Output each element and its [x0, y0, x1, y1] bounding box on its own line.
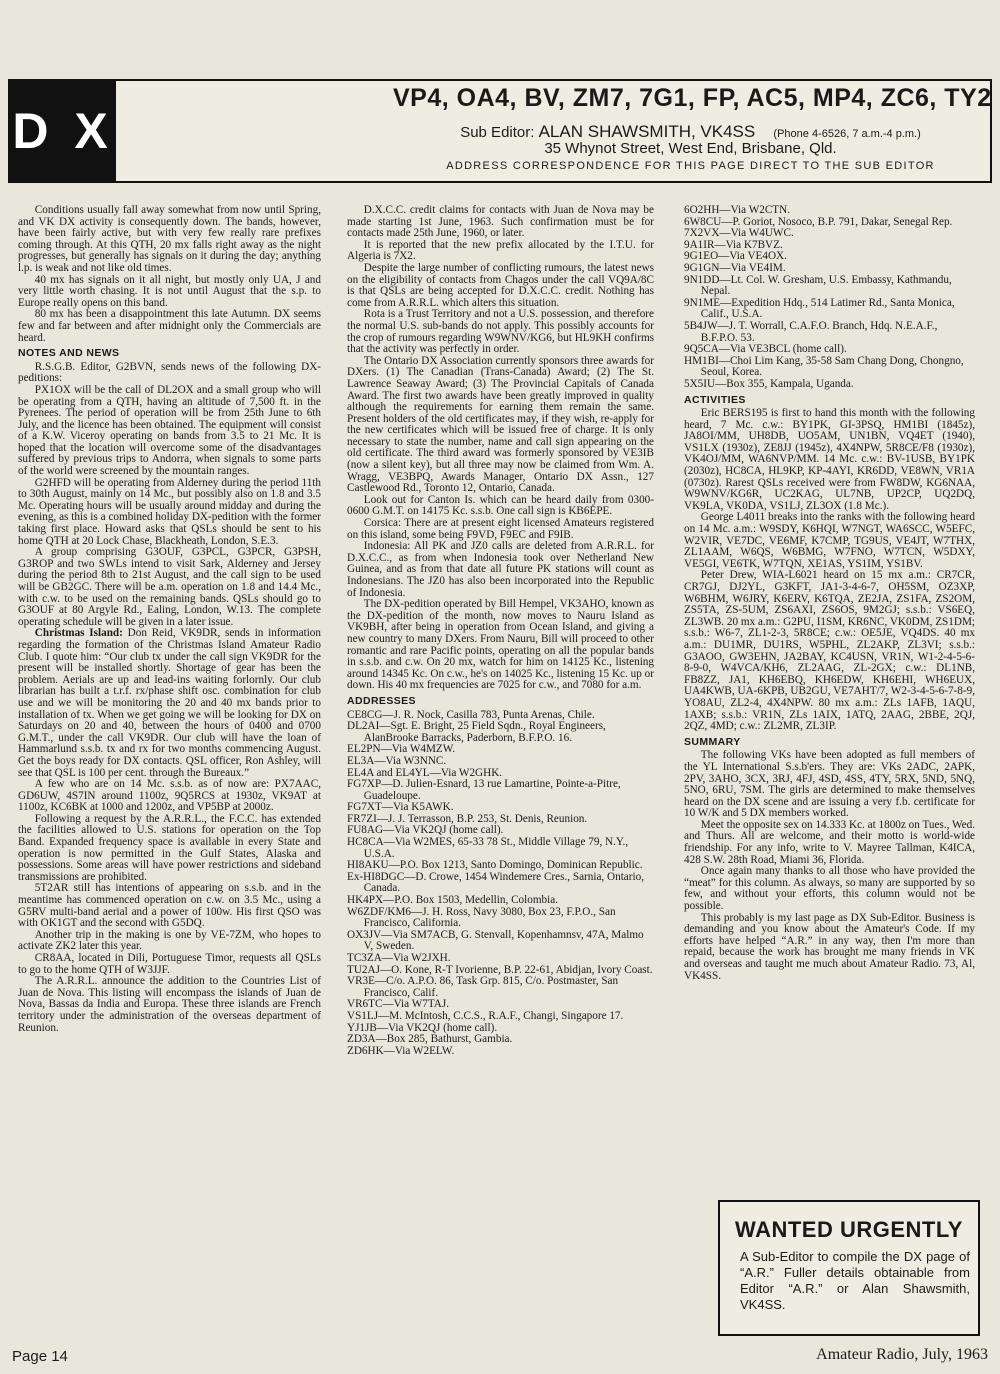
list-item: 9A1IR—Via K7BVZ.: [684, 238, 783, 251]
paragraph: George L4011 breaks into the ranks with the following heard on 14 Mc. a.m.: W9SDY, K6HQI, W7NGT, WA6SCC, W5EFC, W2VIR, VE7DC, VE6MF, K7CMP, TG9US, VE4JT, W7THX, ZL1AAM, W6QS, W6BMG, W7FNO, W7TCN, W5DXY, VE5GI, VE6TK, W7TQN, XE1AS, YS1IM, YS1BV.: [684, 511, 975, 570]
paragraph-lead: Christmas Island:: [34, 627, 123, 640]
paragraph: G2HFD will be operating from Alderney during the period 11th to 30th August, mainly on 14 Mc., but possibly also on 1.8 and 3.5 Mc. Operating hours will be usually around midday and during the evening, as this is a combined holiday DX-pedition with the former taking first place. Howard asks that QSLs should be sent to his home QTH at 20 Lock Chase, Blackheath, London, S.E.3.: [18, 476, 321, 547]
sub-editor-phone: (Phone 4-6526, 7 a.m.-4 p.m.): [773, 128, 921, 140]
list-item: VS1LJ—M. McIntosh, C.C.S., R.A.F., Changi, Singapore 17.: [347, 1009, 624, 1022]
list-item: 9G1GN—Via VE4IM.: [684, 261, 786, 274]
list-item: HK4PX—P.O. Box 1503, Medellin, Colombia.: [347, 894, 559, 907]
paragraph: A few who are on 14 Mc. s.s.b. as of now are: PX7AAC, GD6UW, 4S7IN around 1100z, 9Q5RCS at 1930z, VK9AT at 1100z, KC6BK at 1000 and 1200z, and VP5BP at 2000z.: [18, 778, 321, 814]
list-item: VR6TC—Via W7TAJ.: [347, 998, 450, 1011]
paragraph: Following a request by the A.R.R.L., the F.C.C. has extended the facilities allowed to U.S. stations for operation on the Top Band. Expanded frequency space is available in every State and operation is now permitted in the Gulf States, Alaska and possessions. Some areas will have power restrictions and sideband transmissions are prohibited.: [18, 812, 321, 883]
list-item: ZD6HK—Via W2ELW.: [347, 1044, 455, 1057]
paragraph: Eric BERS195 is first to hand this month with the following heard, 7 Mc. c.w.: BY1PK, GI-3PSQ, HM1BI (1845z), JA8OI/MM, UH8DB, UO5AM, UN1BN, VQ4ET (1940), VS1LX (1930z), ZE8JJ (1945z), 4X4NPW, 5R8CE/F8 (1930z), VK4OJ/MM, WA6NVP/MM. 14 Mc. c.w.: BV-1USB, BY1PK (2030z), HC8CA, HL9KP, KP-4AYI, KR6DD, VE8WN, VR1A (0730z). Rarest QSLs received were from FW8DW, KG6NAA, W9WNV/KG6R, UC2KAG, UL7NB, UP2CP, UQ2DQ, VK9LA, VK0DA, VS1LJ, ZL3OX (1.8 Mc.).: [684, 407, 975, 512]
list-item: HI8AKU—P.O. Box 1213, Santo Domingo, Dominican Republic.: [347, 859, 643, 872]
list-item: 9G1EO—Via VE4OX.: [684, 250, 787, 263]
paragraph: D.X.C.C. credit claims for contacts with Juan de Nova may be made starting 1st June, 1963. Such confirmation must be for contacts made 25th June, 1960, or later.: [347, 205, 654, 240]
list-item: ZD3A—Box 285, Bathurst, Gambia.: [347, 1033, 513, 1046]
paragraph: Rota is a Trust Territory and not a U.S. possession, and therefore the normal U.S. sub-bands do not apply. This possibly accounts for the crop of rumours regarding W9WNV/KG6, but HL9KH confirms that the activity was perfectly in order.: [347, 308, 654, 356]
paragraph: PX1OX will be the call of DL2OX and a small group who will be operating from a QTH, having an altitude of 7,500 ft. in the Pyrenees. The period of operation will be from 25th June to 6th July, and the licence has been obtained. The equipment will consist of a K.W. Viceroy operating on bands from 3.5 to 21 Mc. It is hoped that the location will overcome some of the disadvantages suffered by previous trips to Andorra, when signals to some parts of the world were screened by the mountain ranges.: [18, 383, 321, 478]
list-item: FG7XT—Via K5AWK.: [347, 801, 454, 814]
list-item: EL2PN—Via W4MZW.: [347, 743, 456, 756]
list-item: 7X2VX—Via W4UWC.: [684, 227, 794, 240]
list-item: FR7ZI—J. J. Terrasson, B.P. 253, St. Denis, Reunion.: [347, 812, 588, 825]
correspondence-note: ADDRESS CORRESPONDENCE FOR THIS PAGE DIRECT TO THE SUB EDITOR: [446, 160, 935, 172]
heading-addresses: ADDRESSES: [347, 694, 416, 707]
list-item: HM1BI—Choi Lim Kang, 35-58 Sam Chang Dong, Chongno, Seoul, Korea.: [684, 354, 964, 379]
paragraph: Conditions usually fall away somewhat from now until Spring, and VK DX activity is consequently down. The bands, however, have been fairly active, but with very few really rare prefixes coming through. At this QTH, 20 mx falls right away as the night progresses, but generally has signals on it during the day; anything l.p. is weak and not like old times.: [18, 205, 321, 274]
list-item: CE8CG—J. R. Nock, Casilla 783, Punta Arenas, Chile.: [347, 708, 595, 721]
list-item: W6ZDF/KM6—J. H. Ross, Navy 3080, Box 23, F.P.O., San Francisco, California.: [347, 905, 616, 930]
list-item: TU2AJ—O. Kone, R-T Ivorienne, B.P. 22-61, Abidjan, Ivory Coast.: [347, 963, 653, 976]
column-3: [684, 205, 975, 1205]
publication-info: Amateur Radio, July, 1963: [816, 1346, 988, 1363]
paragraph: Another trip in the making is one by VE-7ZM, who hopes to activate ZK2 later this year.: [18, 928, 321, 953]
section-title: D X: [10, 81, 116, 181]
wanted-title: WANTED URGENTLY: [735, 1217, 963, 1242]
list-item: EL3A—Via W3NNC.: [347, 754, 447, 767]
paragraph: Despite the large number of conflicting rumours, the latest news on the eligibility of contacts from Chagos under the call VQ9A/8C is that QSLs are being accepted for D.X.C.C. credit. Nothing has come from A.R.R.L. which alters this situation.: [347, 261, 654, 309]
sub-editor-name: ALAN SHAWSMITH, VK4SS: [538, 122, 756, 141]
paragraph: The DX-pedition operated by Bill Hempel, VK3AHO, known as the DX-pedition of the month, now moves to Nauru Island as VK9BH, after being in operation from Ocean Island, and giving a new country to many DXers. From Nauru, Bill will proceed to other romantic and rare Pacific points, operating on all the popular bands in s.s.b. and c.w. On 20 mx, watch for him on 14125 Kc., listening around 14345 Kc. On c.w., he's on 14025 Kc., listening 15 Kc. up or down. His 40 mx frequencies are 7025 for c.w., and 7080 for a.m.: [347, 598, 654, 692]
address-list-continued: [684, 205, 975, 391]
list-item: Ex-HI8DGC—D. Crowe, 1454 Windemere Cres., Sarnia, Ontario, Canada.: [347, 870, 644, 895]
list-item: DL2AI—Sgt. E. Bright, 25 Field Sqdn., Royal Engineers, AlanBrooke Barracks, Paderborn, B.F.P.O. 16.: [347, 720, 606, 744]
heading-notes-and-news: NOTES AND NEWS: [18, 347, 120, 360]
page-number: Page 14: [12, 1348, 68, 1365]
prefix-list: VP4, OA4, BV, ZM7, 7G1, FP, AC5, MP4, ZC6, TY2: [393, 84, 992, 112]
paragraph: CR8AA, located in Dili, Portuguese Timor, requests all QSLs to go to the home QTH of W3JJF.: [18, 952, 321, 976]
list-item: 9Q5CA—Via VE3BCL (home call).: [684, 343, 847, 356]
column-header: [8, 79, 992, 183]
wanted-notice-box: [718, 1200, 980, 1336]
paragraph: The following VKs have been adopted as full members of the YL International S.s.b'ers. They are: VKs 2ADC, 2APK, 2PV, 3AHO, 3CX, 3RJ, 4FJ, 4SD, 4SS, 4TY, 5RX, 5ND, 5NQ, 5NO, 6RU, 7SM. The girls are determined to make themselves heard on the DX scene and are issuing a very f.b. certificate for 10 W/K and 5 DX members worked.: [684, 749, 975, 820]
list-item: 5X5IU—Box 355, Kampala, Uganda.: [684, 377, 854, 390]
paragraph: Indonesia: All PK and JZ0 calls are deleted from A.R.R.L. for D.X.C.C., as from when Indonesia took over Netherland New Guinea, and as from that date all future PK stations will count as Indonesians. The JZ0 has also been incorporated into the Republic of Indonesia.: [347, 540, 654, 599]
paragraph: Look out for Canton Is. which can be heard daily from 0300-0600 G.M.T. on 14175 Kc. s.s.b. One call sign is KB6EPE.: [347, 493, 654, 518]
paragraph: It is reported that the new prefix allocated by the I.T.U. for Algeria is 7X2.: [347, 238, 654, 263]
list-item: 5B4JW—J. T. Worrall, C.A.F.O. Branch, Hdq. N.E.A.F., B.F.P.O. 53.: [684, 319, 938, 344]
list-item: VR3E—C/o. A.P.O. 86, Task Grp. 815, C/o. Postmaster, San Francisco, Calif.: [347, 975, 619, 999]
list-item: YJ1JB—Via VK2QJ (home call).: [347, 1021, 498, 1034]
heading-activities: ACTIVITIES: [684, 393, 746, 406]
paragraph: R.S.G.B. Editor, G2BVN, sends news of the following DX-peditions:: [18, 360, 321, 385]
list-item: TC3ZA—Via W2JXH.: [347, 952, 451, 964]
paragraph: Peter Drew, WIA-L6021 heard on 15 mx a.m.: CR7CR, CR7GJ, DJ2YL, G3KFT, JA1-3-4-6-7, OH5SM, OZ3XP, W6BHM, W6JRY, K6ERV, K6TQA, ZE2JA, ZS1FA, ZS2OM, ZS5TA, ZS-5UM, ZS6AXI, ZS6OS, 9M2GJ; s.s.b.: VS6EQ, ZL3WB. 20 mx a.m.: G2PU, I1SM, KR6NC, VK0DM, ZS1DM; s.s.b.: W6-7, ZL1-2-3, 5R8CE; c.w.: OE5JE, VQ4DS. 40 mx a.m.: DU1MR, DU1RS, W5PHL, ZL2AKP, ZL3VI; s.s.b.: G3AOO, GW3EHN, JA2BAY, KC4USN, VR1N, W1-2-4-5-6-8-9-0, W4VCA/KH6, ZL2AAG, ZL-2GX; c.w.: DL1NB, FB8ZZ, JA1, KH6EBQ, KH6EDW, KH6EHI, WH6EUX, UA4KWB, UA-6KPB, UB2GU, VE7AHT/7, W2-3-4-5-6-7-8-9, YO8AU, ZL2-4, 4X4NPW. 80 mx a.m.: ZLs 1AFB, 1AQU, 1AXB; s.s.b.: VR1N, ZLs 1AIX, 1ATQ, 2AAG, 2BBE, 2QJ, 2QZ, 4MD; c.w.: ZL2MR, ZL3IP.: [684, 569, 975, 733]
paragraph: [18, 628, 321, 779]
list-item: FG7XP—D. Julien-Esnard, 13 rue Lamartine, Pointe-a-Pitre, Guadeloupe.: [347, 778, 621, 802]
list-item: 9N1ME—Expedition Hdq., 514 Latimer Rd., Santa Monica, Calif., U.S.A.: [684, 296, 955, 321]
paragraph: 40 mx has signals on it all night, but mostly only UA, J and very little worth chasing. It is not until August that the s.p. to Europe really opens on this band.: [18, 273, 321, 309]
address-list: [347, 710, 654, 1058]
paragraph: Meet the opposite sex on 14.333 Kc. at 1800z on Tues., Wed. and Thurs. All are welcome, and their motto is world-wide friendship. For any info, write to V. Mayree Tallman, K4ICA, 428 S.W. 28th Road, Miami 36, Florida.: [684, 818, 975, 866]
paragraph: The A.R.R.L. announce the addition to the Countries List of Juan de Nova. This listing will encompass the islands of Juan de Nova, Bassas da India and Europa. These three islands are French territory under the administration of the overseas department of Reunion.: [18, 975, 321, 1034]
list-item: HC8CA—Via W2MES, 65-33 78 St., Middle Village 79, N.Y., U.S.A.: [347, 836, 629, 860]
list-item: 6W8CU—P. Goriot, Nosoco, B.P. 791, Dakar, Senegal Rep.: [684, 215, 953, 228]
list-item: FU8AG—Via VK2QJ (home call).: [347, 824, 504, 837]
wanted-body: A Sub-Editor to compile the DX page of “A.R.” Fuller details obtainable from Editor “A.R.” or Alan Shawsmith, VK4SS.: [740, 1249, 970, 1312]
paragraph: The Ontario DX Association currently sponsors three awards for DXers. (1) The Canadian (Trans-Canada) Award; (2) The St. Lawrence Seaway Award; (3) The Provincial Capitals of Canada Award. The first two awards have been greatly improved in quality although the requirements for earning them remain the same. Present holders of the old certificates may, if they wish, re-apply for the new certificates which will be issued free of charge. It is only necessary to state the number, name and call sign appearing on the old certificate. The third award was formerly sponsored by VE3IB (now a silent key), but all three may now be claimed from Wm. A. Wragg, VE3BPQ, Awards Manager, Ontario DX Assn., 127 Castlewood Rd., Toronto 12, Ontario, Canada.: [347, 354, 654, 495]
paragraph: This probably is my last page as DX Sub-Editor. Business is demanding and you know about the Amateur's Code. If my efforts have helped “A.R.” in any way, then I'm more than repaid, because the work has brought me many friends in VK and overseas and taught me much about Amateur Radio. 73, Al, VK4SS.: [684, 911, 975, 982]
list-item: OX3JV—Via SM7ACB, G. Stenvall, Kopenhamnsv, 47A, Malmo V, Sweden.: [347, 928, 644, 953]
sub-editor-address: 35 Whynot Street, West End, Brisbane, Qld.: [544, 140, 837, 157]
paragraph-body: Don Reid, VK9DR, sends in information regarding the formation of the Christmas Island Amateur Radio Club. I quote him: “Our club tx under the call sign VK9DR for the present will be installed shortly. Shortage of gear has been the problem. Aerials are up and lead-ins waiting forlornly. Our club librarian has built a t.r.f. rx/phase shift osc. combination for club use and we will be monitoring the 20 and 40 mx bands prior to installation of tx. When we get going we will be looking for DX on Saturdays on 20 and 40, between the hours of 0400 and 0700 G.M.T., under the call VK9DR. Our club will have the loan of Hammarlund s.s.b. tx and rx for two months commencing August. Get the boys ready for DX contacts. QSL officer, Ron Ashley, will see that QSL is 100 per cent. through the Bureaux.”: [18, 627, 321, 779]
paragraph: A group comprising G3OUF, G3PCL, G3PCR, G3PSH, G3ROP and two SWLs intend to visit Sark, Alderney and Jersey during the period 8th to 21st August, and the call sign to be used will be GB2GC. There will be a.m. operation on 1.8 and 14.4 Mc., with c.w. to be used on the remaining bands. QSLs should go to G3OUF at 80 Argyle Rd., Ealing, London, W.13. The complete operating schedule will be given in a later issue.: [18, 546, 321, 628]
sub-editor-label: Sub Editor:: [460, 124, 535, 141]
list-item: 9N1DD—Lt. Col. W. Gresham, U.S. Embassy, Kathmandu, Nepal.: [684, 273, 952, 298]
column-1: [18, 205, 321, 1340]
paragraph: 5T2AR still has intentions of appearing on s.s.b. and in the meantime has commenced operation on c.w. on 3.5 Mc., using a G5RV multi-band aerial and a power of 100w. His first QSO was with OK1GT and the second with G5DQ.: [18, 882, 321, 930]
paragraph: Once again many thanks to all those who have provided the “meat” for this column. As always, so many are supported by so few, and without your efforts, this column would not be possible.: [684, 865, 975, 913]
sub-editor-line: [393, 122, 988, 142]
column-2: [347, 205, 654, 1340]
list-item: 6O2HH—Via W2CTN.: [684, 205, 791, 216]
list-item: EL4A and EL4YL—Via W2GHK.: [347, 766, 503, 779]
paragraph: Corsica: There are at present eight licensed Amateurs registered on this island, some being F9VD, F9EC and F9IB.: [347, 517, 654, 541]
paragraph: 80 mx has been a disappointment this late Autumn. DX seems few and far between and after midnight only the Commercials are heard.: [18, 308, 321, 344]
heading-summary: SUMMARY: [684, 735, 741, 748]
